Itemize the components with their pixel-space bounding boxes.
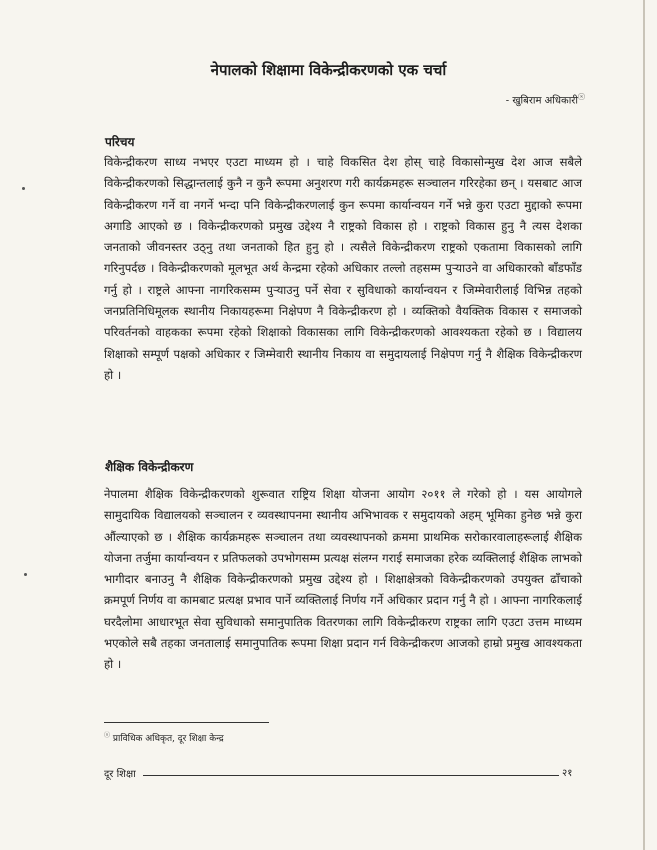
author-name: - खुबिराम अधिकारी — [505, 95, 578, 107]
scan-speck — [22, 187, 25, 190]
section-heading-introduction: परिचय — [105, 135, 135, 149]
footnote — [104, 730, 224, 744]
footer-rule — [143, 775, 559, 776]
page-number: २१ — [562, 768, 573, 779]
scan-speck — [24, 573, 27, 576]
footnote-separator — [104, 722, 269, 723]
section-paragraph-educational-decentralization: नेपालमा शैक्षिक विकेन्द्रीकरणको शुरूवात राष्ट्रिय शिक्षा योजना आयोग २०११ ले गरेको हो । यस आयोगले सामुदायिक विद्यालयको सञ्चालन र व्यवस्थापनमा स्थानीय अभिभावक र समुदायको अहम् भूमिका हुनेछ भन्ने कुरा औंल्याएको छ । शैक्षिक कार्यक्रमहरू सञ्चालन तथा व्यवस्थापनको क्रममा प्राथमिक सरोकारवालाहरूलाई शैक्षिक योजना तर्जुमा कार्यान्वयन र प्रतिफलको उपभोगसम्म प्रत्यक्ष संलग्न गराई समाजका हरेक व्यक्तिलाई शैक्षिक लाभको भागीदार बनाउनु नै शैक्षिक विकेन्द्रीकरणको प्रमुख उद्देश्य हो । शिक्षाक्षेत्रको विकेन्द्रीकरणको उपयुक्त ढाँचाको क्रमपूर्ण निर्णय वा कामबाट प्रत्यक्ष प्रभाव पार्ने व्यक्तिलाई निर्णय गर्ने अधिकार प्रदान गर्नु नै हो । आफ्ना नागरिकलाई घरदैलोमा आधारभूत सेवा सुविधाको समानुपातिक वितरणका लागि विकेन्द्रीकरण राष्ट्रका लागि एउटा उत्तम माध्यम भएकोले सबै तहका जनतालाई समानुपातिक रूपमा शिक्षा प्रदान गर्न विकेन्द्रीकरण आजको हाम्रो प्रमुख आवश्यकता हो । — [104, 487, 582, 672]
page-edge — [643, 0, 645, 850]
article-author — [506, 92, 585, 106]
section-heading-educational-decentralization: शैक्षिक विकेन्द्रीकरण — [105, 460, 194, 474]
section-paragraph-introduction: विकेन्द्रीकरण साध्य नभएर एउटा माध्यम हो । चाहे विकसित देश होस् चाहे विकासोन्मुख देश आज सबैले विकेन्द्रीकरणको सिद्धान्तलाई कुनै न कुनै रूपमा अनुशरण गरी कार्यक्रमहरू सञ्चालन गरिरहेका छन् । यसबाट आज विकेन्द्रीकरण गर्ने वा नगर्ने भन्दा पनि विकेन्द्रीकरणलाई कुन रूपमा कार्यान्वयन गर्ने भन्ने कुरा एउटा मुद्दाको रूपमा अगाडि आएको छ । विकेन्द्रीकरणको प्रमुख उद्देश्य नै राष्ट्रको विकास हो । राष्ट्रको विकास हुनु नै त्यस देशका जनताको जीवनस्तर उठ्नु तथा जनताको हित हुनु हो । त्यसैले विकेन्द्रीकरण राष्ट्रको एकतामा विकासको लागि गरिनुपर्दछ । विकेन्द्रीकरणको मूलभूत अर्थ केन्द्रमा रहेको अधिकार तल्लो तहसम्म पुऱ्याउने वा अधिकारको बाँडफाँड गर्नु हो । राष्ट्रले आफ्ना नागरिकसम्म पुऱ्याउनु पर्ने सेवा र सुविधाको कार्यान्वयन र जिम्मेवारीलाई विभिन्न तहको जनप्रतिनिधिमूलक स्थानीय निकायहरूमा निक्षेपण नै विकेन्द्रीकरण हो । व्यक्तिको वैयक्तिक विकास र समाजको परिवर्तनको वाहकका रूपमा रहेको शिक्षाको विकासका लागि विकेन्द्रीकरणको आवश्यकता रहेको छ । विद्यालय शिक्षाको सम्पूर्ण पक्षको अधिकार र जिम्मेवारी स्थानीय निकाय वा समुदायलाई निक्षेपण गर्नु नै शैक्षिक विकेन्द्रीकरण हो । — [104, 155, 582, 382]
footnote-text: प्राविधिक अधिकृत, दूर शिक्षा केन्द्र — [110, 734, 224, 744]
footer-journal-name: दूर शिक्षा — [104, 769, 136, 780]
footnote-mark: ⓢ — [104, 732, 111, 739]
article-title: नेपालको शिक्षामा विकेन्द्रीकरणको एक चर्चा — [210, 61, 447, 79]
author-footnote-mark: ⓢ — [578, 93, 585, 101]
